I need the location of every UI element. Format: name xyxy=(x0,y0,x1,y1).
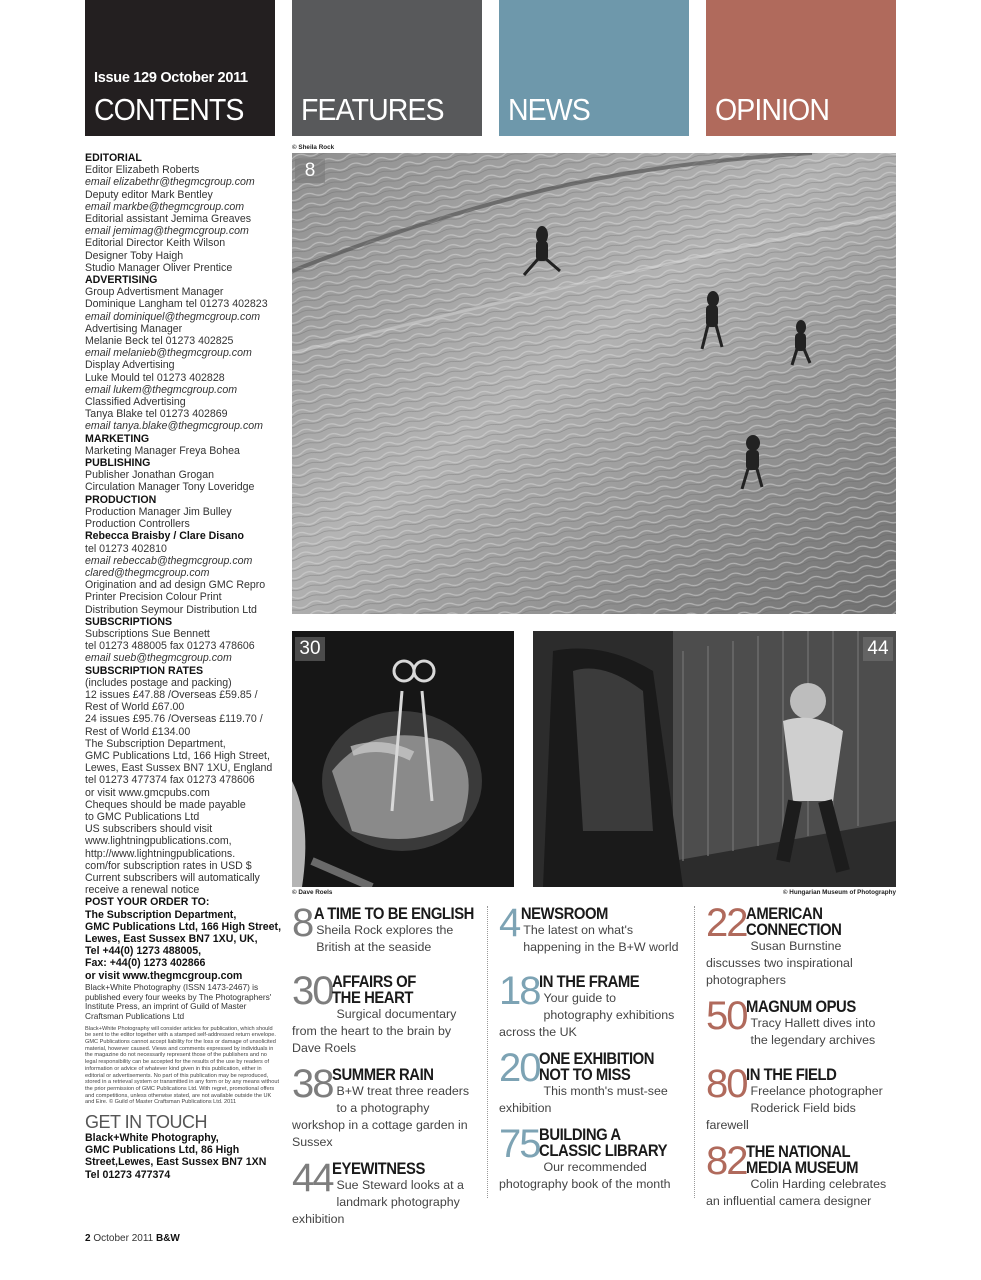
entry-description: Sue Steward looks at a landmark photography exhibition xyxy=(292,1178,464,1226)
surgery-photo-image xyxy=(292,631,514,887)
masthead-line: tel 01273 488005 fax 01273 478606 xyxy=(85,640,255,653)
masthead-line: receive a renewal notice xyxy=(85,884,200,897)
masthead-line: email elizabethr@thegmcgroup.com xyxy=(85,176,255,189)
opinion-entry[interactable] xyxy=(706,901,894,989)
entry-title: SUMMER RAIN xyxy=(332,1066,434,1084)
masthead-line: Group Advertisment Manager xyxy=(85,286,224,299)
entry-title: IN THE FRAME xyxy=(539,973,640,991)
right-photo-credit: © Hungarian Museum of Photography xyxy=(782,889,896,896)
masthead-line: tel 01273 477374 fax 01273 478606 xyxy=(85,774,255,787)
news-entry[interactable] xyxy=(499,969,687,1041)
contents-header-block xyxy=(85,0,275,136)
masthead-line: Studio Manager Oliver Prentice xyxy=(85,261,233,274)
masthead-line: Subscriptions Sue Bennett xyxy=(85,627,210,640)
masthead-line: Editor Elizabeth Roberts xyxy=(85,164,200,177)
entry-title: MAGNUM OPUS xyxy=(746,998,856,1016)
get-in-touch-line: Street,Lewes, East Sussex BN7 1XN xyxy=(85,1156,267,1169)
masthead-lines xyxy=(85,152,280,982)
get-in-touch-title: GET IN TOUCH xyxy=(85,1112,208,1133)
masthead-line: email dominiquel@thegmcgroup.com xyxy=(85,310,261,323)
masthead-line: Luke Mould tel 01273 402828 xyxy=(85,371,225,384)
masthead-line: email sueb@thegmcgroup.com xyxy=(85,652,232,665)
masthead-section-heading: EDITORIAL xyxy=(85,152,142,164)
features-entry[interactable] xyxy=(292,1156,480,1228)
masthead-line: (includes postage and packing) xyxy=(85,676,232,689)
masthead-line: Melanie Beck tel 01273 402825 xyxy=(85,335,234,348)
footer-date: October 2011 xyxy=(93,1233,154,1244)
entry-description: Surgical documentary from the heart to the brain by Dave Roels xyxy=(292,1007,457,1055)
opinion-header-block[interactable] xyxy=(706,0,896,136)
masthead-line: Production Manager Jim Bulley xyxy=(85,505,232,518)
eyewitness-photo[interactable] xyxy=(533,631,896,887)
masthead-line: Tanya Blake tel 01273 402869 xyxy=(85,408,228,421)
entry-title: NEWSROOM xyxy=(520,905,608,923)
main-photo-credit: © Sheila Rock xyxy=(292,144,335,151)
news-entry[interactable] xyxy=(499,901,687,964)
entry-page-number: 22 xyxy=(706,901,747,945)
masthead-line: Marketing Manager Freya Bohea xyxy=(85,444,240,457)
masthead-line: 12 issues £47.88 /Overseas £59.85 / xyxy=(85,688,258,701)
fine-print: Black+White Photography will consider articles for publication, which should be sent to the editor together with a stamped self-addressed return envelope. GMC Publications cannot accept liability for the loss or damage of unsolicited material, however caused. Views and comments expressed by individuals in the magazine do not necessarily represent those of the publishers and no legal responsibility can be accepted for the results of the use by readers of information or advice of whatever kind given in this publication, either in editorial or advertisements. No part of this publication may be reproduced, stored in a retrieval system or transmitted in any form or by any means without the prior permission of GMC Publications Ltd. With regret, promotional offers and competitions, unless otherwise stated, are not available outside the UK and Eire. © Guild of Master Craftsman Publications Ltd. 2011 xyxy=(85,1025,279,1106)
masthead-line: Circulation Manager Tony Loveridge xyxy=(85,481,255,494)
masthead-line: tel 01273 402810 xyxy=(85,542,167,555)
entry-description: Sheila Rock explores the British at the seaside xyxy=(316,923,454,954)
features-title: FEATURES xyxy=(301,92,444,127)
footer-page-number: 2 xyxy=(85,1233,91,1244)
contents-title: CONTENTS xyxy=(94,92,244,127)
seaside-photo[interactable] xyxy=(292,153,896,614)
masthead-line: Deputy editor Mark Bentley xyxy=(85,188,213,201)
masthead-section-heading: PRODUCTION xyxy=(85,493,157,506)
masthead-line: Tel +44(0) 1273 488005, xyxy=(85,945,202,958)
news-title: NEWS xyxy=(508,92,590,127)
masthead-line: Advertising Manager xyxy=(85,322,183,335)
masthead-line: email markbe@thegmcgroup.com xyxy=(85,200,245,213)
issue-label: Issue 129 October 2011 xyxy=(94,70,248,86)
entry-title: AFFAIRS OF THE HEART xyxy=(332,973,416,1007)
masthead-line: Editorial assistant Jemima Greaves xyxy=(85,213,252,226)
masthead-line: http://www.lightningpublications. xyxy=(85,847,236,860)
page-badge-44: 44 xyxy=(863,637,893,661)
entry-title: A TIME TO BE ENGLISH xyxy=(313,905,474,923)
masthead-line: Publisher Jonathan Grogan xyxy=(85,469,214,482)
entry-description: Susan Burnstine discusses two inspirational photographers xyxy=(706,939,853,987)
page-badge-8: 8 xyxy=(295,159,325,183)
entry-page-number: 30 xyxy=(292,969,333,1013)
get-in-touch-address xyxy=(85,1132,280,1181)
features-entry[interactable] xyxy=(292,1062,480,1151)
masthead-line: The Subscription Department, xyxy=(85,908,237,921)
masthead-line: Designer Toby Haigh xyxy=(85,249,184,262)
entry-description: B+W treat three readers to a photography workshop in a cottage garden in Sussex xyxy=(292,1084,470,1149)
masthead-line: or visit www.gmcpubs.com xyxy=(85,786,210,799)
entry-page-number: 75 xyxy=(499,1122,540,1166)
page-badge-30: 30 xyxy=(295,637,325,661)
masthead-line: Classified Advertising xyxy=(85,396,186,409)
masthead-sidebar xyxy=(85,152,280,1181)
masthead-line: Fax: +44(0) 1273 402866 xyxy=(85,957,206,970)
masthead-line: Display Advertising xyxy=(85,359,175,372)
entry-description: Colin Harding celebrates an influential camera designer xyxy=(706,1177,887,1208)
entry-title: THE NATIONAL MEDIA MUSEUM xyxy=(746,1143,859,1177)
masthead-line: Editorial Director Keith Wilson xyxy=(85,237,226,250)
entry-page-number: 80 xyxy=(706,1062,747,1106)
news-list xyxy=(499,901,687,1201)
masthead-line: Production Controllers xyxy=(85,518,190,531)
masthead-line: Distribution Seymour Distribution Ltd xyxy=(85,603,257,616)
masthead-section-heading: SUBSCRIPTION RATES xyxy=(85,664,204,677)
masthead-line: GMC Publications Ltd, 166 High Street, xyxy=(85,749,270,762)
masthead-line: 24 issues £95.76 /Overseas £119.70 / xyxy=(85,713,263,726)
page-footer xyxy=(85,1233,180,1244)
masthead-line: Dominique Langham tel 01273 402823 xyxy=(85,298,268,311)
masthead-line: email tanya.blake@thegmcgroup.com xyxy=(85,420,263,433)
masthead-line: email melanieb@thegmcgroup.com xyxy=(85,347,252,360)
masthead-line: email jemimag@thegmcgroup.com xyxy=(85,225,249,238)
news-entry[interactable] xyxy=(499,1122,687,1193)
masthead-line: com/for subscription rates in USD $ xyxy=(85,859,252,872)
masthead-section-heading: SUBSCRIPTIONS xyxy=(85,615,173,628)
news-header-block[interactable] xyxy=(499,0,689,136)
entry-description: This month's must-see exhibition xyxy=(499,1084,668,1115)
news-entry[interactable] xyxy=(499,1046,687,1117)
eyewitness-photo-image xyxy=(533,631,896,887)
entry-page-number: 82 xyxy=(706,1139,747,1183)
entry-title: ONE EXHIBITION NOT TO MISS xyxy=(539,1050,655,1084)
masthead-line: Rest of World £67.00 xyxy=(85,701,185,714)
entry-description: Our recommended photography book of the month xyxy=(499,1160,671,1191)
masthead-line: to GMC Publications Ltd xyxy=(85,810,200,823)
masthead-section-heading: MARKETING xyxy=(85,432,150,445)
masthead-line: email lukem@thegmcgroup.com xyxy=(85,383,238,396)
entry-page-number: 20 xyxy=(499,1046,540,1090)
footer-brand: B&W xyxy=(155,1233,180,1244)
features-entry[interactable] xyxy=(292,901,480,964)
entry-page-number: 50 xyxy=(706,994,747,1038)
entry-description: Your guide to photography exhibitions across the UK xyxy=(499,991,675,1039)
column-divider xyxy=(694,906,695,1198)
masthead-line: Current subscribers will automatically xyxy=(85,871,260,884)
entry-title: IN THE FIELD xyxy=(746,1066,837,1084)
masthead-line: clared@thegmcgroup.com xyxy=(85,566,210,579)
masthead-line: POST YOUR ORDER TO: xyxy=(85,896,210,909)
get-in-touch-line: Tel 01273 477374 xyxy=(85,1168,171,1181)
masthead-line: The Subscription Department, xyxy=(85,737,226,750)
masthead-line: www.lightningpublications.com, xyxy=(85,835,232,848)
masthead-line: Rest of World £134.00 xyxy=(85,725,191,738)
opinion-list xyxy=(706,901,894,1218)
opinion-title: OPINION xyxy=(715,92,829,127)
masthead-line: US subscribers should visit xyxy=(85,823,213,836)
features-header-block[interactable] xyxy=(292,0,482,136)
entry-description: Freelance photographer Roderick Field bids farewell xyxy=(706,1084,883,1132)
masthead-line: Rebecca Braisby / Clare Disano xyxy=(85,530,244,543)
entry-page-number: 4 xyxy=(499,901,520,945)
entry-page-number: 8 xyxy=(292,901,313,945)
opinion-entry[interactable] xyxy=(706,994,894,1057)
masthead-line: Origination and ad design GMC Repro xyxy=(85,579,266,592)
masthead-line: email rebeccab@thegmcgroup.com xyxy=(85,554,253,567)
masthead-section-heading: PUBLISHING xyxy=(85,457,151,470)
entry-title: BUILDING A CLASSIC LIBRARY xyxy=(539,1126,668,1160)
surgery-photo[interactable] xyxy=(292,631,514,887)
masthead-line: Lewes, East Sussex BN7 1XU, England xyxy=(85,762,273,775)
masthead-line: Cheques should be made payable xyxy=(85,798,246,811)
entry-description: The latest on what's happening in the B+W world xyxy=(523,923,679,954)
masthead-section-heading: ADVERTISING xyxy=(85,274,158,287)
masthead-line: or visit www.thegmcgroup.com xyxy=(85,969,243,982)
features-entry[interactable] xyxy=(292,969,480,1057)
features-list xyxy=(292,901,480,1236)
publisher-note: Black+White Photography (ISSN 1473-2467) is published every four weeks by The Photographers' Institute Press, an imprint of Guild of Master Craftsman Publications Ltd xyxy=(85,981,272,1021)
masthead-line: Lewes, East Sussex BN7 1XU, UK, xyxy=(85,933,258,945)
entry-description: Tracy Hallett dives into the legendary archives xyxy=(750,1016,876,1047)
opinion-entry[interactable] xyxy=(706,1062,894,1134)
entry-title: EYEWITNESS xyxy=(332,1160,425,1178)
entry-page-number: 44 xyxy=(292,1156,333,1200)
get-in-touch-line: GMC Publications Ltd, 86 High xyxy=(85,1144,240,1157)
get-in-touch-line: Black+White Photography, xyxy=(85,1132,219,1145)
entry-title: AMERICAN CONNECTION xyxy=(746,905,842,939)
seaside-photo-image xyxy=(292,153,896,614)
masthead-line: GMC Publications Ltd, 166 High Street, xyxy=(85,920,282,933)
entry-page-number: 38 xyxy=(292,1062,333,1106)
opinion-entry[interactable] xyxy=(706,1139,894,1210)
column-divider xyxy=(487,906,488,1198)
masthead-line: Printer Precision Colour Print xyxy=(85,591,222,604)
left-photo-credit: © Dave Roels xyxy=(292,889,333,896)
entry-page-number: 18 xyxy=(499,969,540,1013)
